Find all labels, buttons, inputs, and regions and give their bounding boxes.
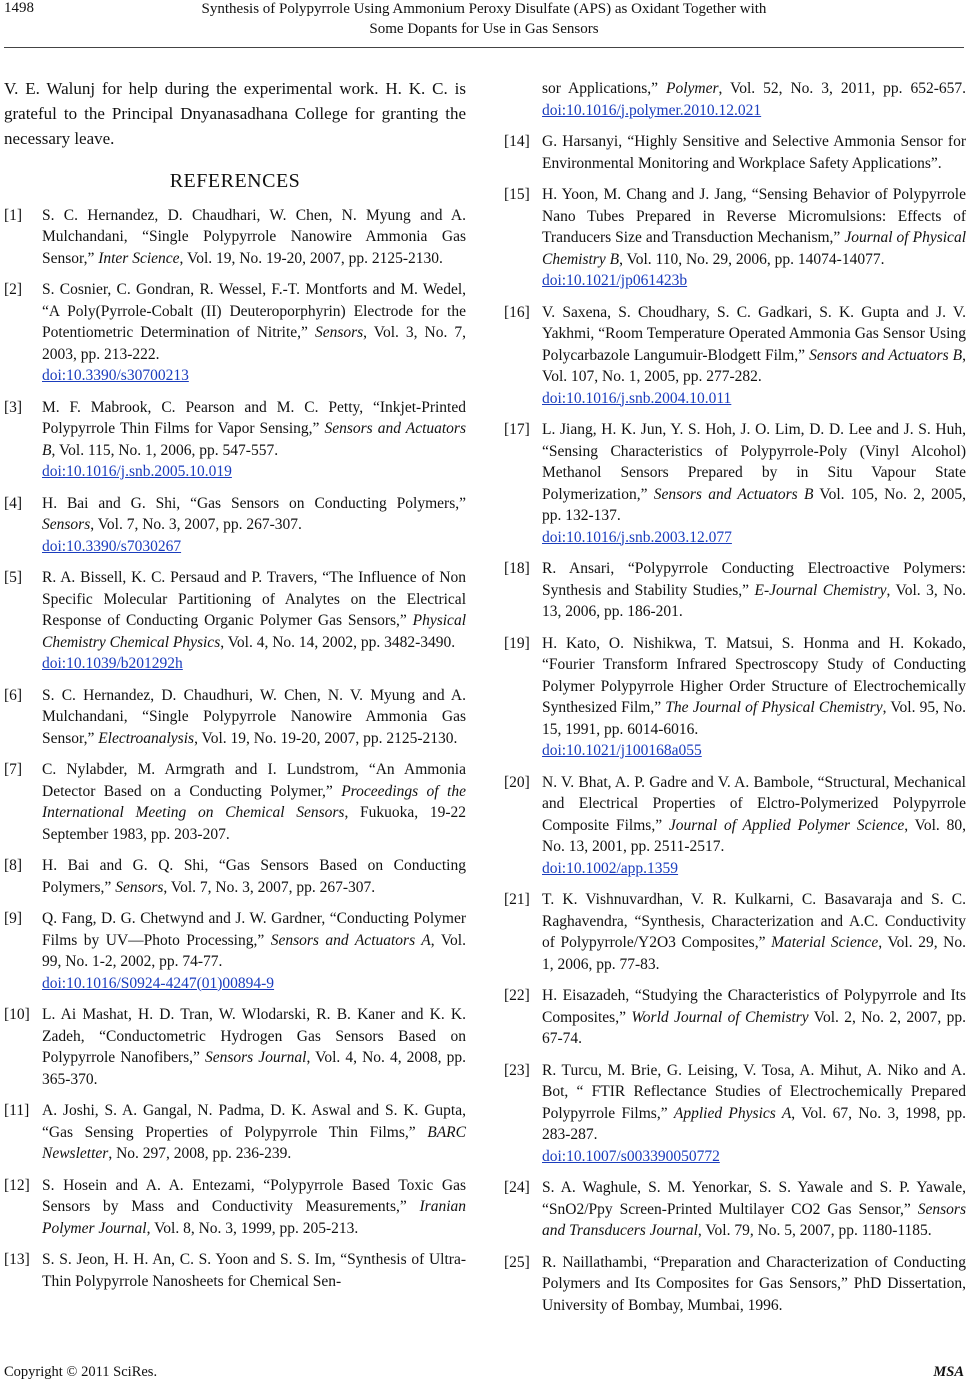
reference-source: Sensors xyxy=(42,516,91,533)
reference-source: Sensors xyxy=(314,324,364,341)
reference-text: Q. Fang, D. G. Chetwynd and J. W. Gardner, “Conducting Polymer Films by UV—Photo Processing,” xyxy=(42,910,466,949)
reference-text: H. Eisazadeh, “Studying the Characteristics of Polypyrrole and Its Composites,” xyxy=(542,987,966,1026)
reference-number: [16] xyxy=(504,303,530,321)
reference-source: Sensors and Actuators B xyxy=(809,346,963,364)
reference-body xyxy=(542,1060,966,1168)
reference-source: Iranian Polymer Journal xyxy=(42,1198,466,1237)
journal-abbrev: MSA xyxy=(933,1364,964,1380)
reference-details: , Vol. 7, No. 3, 2007, pp. 267-307. xyxy=(90,516,302,533)
reference-body xyxy=(542,184,966,292)
reference-text: S. Hosein and A. A. Entezami, “Polypyrrole Based Toxic Gas Sensors by Mass and Conductivity Measurements,” xyxy=(42,1176,466,1215)
doi-link[interactable]: doi:10.1007/s003390050772 xyxy=(542,1147,720,1165)
reference-source: Sensors Journal xyxy=(204,1049,307,1066)
reference-source: Polymer xyxy=(665,80,719,97)
doi-link[interactable]: doi:10.1016/j.snb.2005.10.019 xyxy=(42,463,232,480)
doi-link[interactable]: doi:10.1016/S0924-4247(01)00894-9 xyxy=(42,974,275,992)
reference-item xyxy=(4,1004,466,1090)
reference-text: N. V. Bhat, A. P. Gadre and V. A. Bambole, “Structural, Mechanical and Electrical Properties of Elctro-Polymerized Polypyrrole Composite Films,” xyxy=(542,773,966,834)
reference-continuation xyxy=(504,78,966,121)
reference-body xyxy=(42,493,466,558)
reference-item xyxy=(504,889,966,975)
reference-item xyxy=(4,1249,466,1292)
reference-item xyxy=(4,759,466,845)
reference-body xyxy=(42,279,466,387)
reference-text: R. Turcu, M. Brie, G. Leising, V. Tosa, A. Mihut, A. Niko and A. Bot, “ FTIR Reflectance Studies of Electrochemically Prepared Polypyrrole Films,” xyxy=(542,1061,966,1122)
reference-text: G. Harsanyi, “Highly Sensitive and Selective Ammonia Sensor for Environmental Monitoring and Workplace Safety Applications”. xyxy=(542,133,966,172)
reference-body xyxy=(42,759,466,845)
right-column xyxy=(504,78,966,1326)
reference-item xyxy=(504,302,966,410)
reference-body xyxy=(542,131,966,174)
reference-details: , Fukuoka, 19-22 September 1983, pp. 203-207. xyxy=(42,804,466,843)
reference-item xyxy=(504,419,966,548)
reference-text: S. A. Waghule, S. M. Yenorkar, S. S. Yawale and S. P. Yawale, “SnO2/Ppy Screen-Printed Multilayer CO2 Gas Sensor,” xyxy=(542,1179,966,1218)
reference-item xyxy=(504,1252,966,1317)
reference-text: M. F. Mabrook, C. Pearson and M. C. Petty, “Inkjet-Printed Polypyrrole Thin Films for Vapor Sensing,” xyxy=(42,398,466,437)
reference-body xyxy=(42,908,466,994)
reference-text: S. S. Jeon, H. H. An, C. S. Yoon and S. S. Im, “Synthesis of Ultra-Thin Polypyrrole Nanosheets for Chemical Sen- xyxy=(42,1251,466,1290)
reference-item xyxy=(4,855,466,898)
doi-link[interactable]: doi:10.1016/j.snb.2003.12.077 xyxy=(542,528,732,546)
reference-body xyxy=(42,1004,466,1090)
reference-source: Physical Chemistry Chemical Physics xyxy=(42,612,466,651)
reference-item xyxy=(4,567,466,675)
reference-item xyxy=(4,279,466,387)
reference-details: , Vol. 8, No. 3, 1999, pp. 205-213. xyxy=(146,1219,359,1237)
reference-body xyxy=(42,567,466,675)
reference-details: , Vol. 52, No. 3, 2011, pp. 652-657. xyxy=(718,80,966,97)
reference-number: [3] xyxy=(4,398,23,416)
doi-link[interactable]: doi:10.1016/j.polymer.2010.12.021 xyxy=(542,101,762,119)
reference-list-right xyxy=(504,131,966,1316)
reference-details: , Vol. 7, No. 3, 2007, pp. 267-307. xyxy=(163,878,376,896)
reference-item xyxy=(4,685,466,750)
acknowledgement-text: V. E. Walunj for help during the experimental work. H. K. C. is grateful to the Principal Dnyanasadhana College for granting the necessary leave. xyxy=(4,79,466,148)
reference-text: T. K. Vishnuvardhan, V. R. Kulkarni, C. Basavaraja and S. C. Raghavendra, “Synthesis, Characterization and A.C. Conductivity of Polypyrrole/Y2O3 Composites,” xyxy=(542,891,966,951)
reference-body xyxy=(542,633,966,762)
doi-link[interactable]: doi:10.1002/app.1359 xyxy=(542,859,679,877)
reference-body xyxy=(542,985,966,1050)
reference-body xyxy=(42,397,466,483)
reference-source: Sensors and Actuators A xyxy=(270,931,431,949)
reference-number: [10] xyxy=(4,1006,30,1023)
reference-body xyxy=(42,855,466,898)
reference-body xyxy=(42,685,466,750)
reference-number: [18] xyxy=(504,560,530,577)
left-column xyxy=(4,76,466,1302)
reference-number: [24] xyxy=(504,1179,530,1196)
reference-details: , Vol. 29, No. 1, 2006, pp. 77-83. xyxy=(542,934,967,973)
reference-details: , Vol. 4, No. 14, 2002, pp. 3482-3490. xyxy=(220,633,456,651)
reference-source: Sensors and Actuators B xyxy=(42,420,466,459)
running-title-line-2: Some Dopants for Use in Gas Sensors xyxy=(369,21,599,37)
doi-link[interactable]: doi:10.1016/j.snb.2004.10.011 xyxy=(542,389,732,407)
reference-item xyxy=(4,908,466,994)
reference-source: Material Science xyxy=(771,934,879,951)
doi-link[interactable]: doi:10.1021/j100168a055 xyxy=(542,742,702,759)
reference-source: Journal of Physical Chemistry B xyxy=(542,229,966,268)
reference-text: S. Cosnier, C. Gondran, R. Wessel, F.-T. Montforts and M. Wedel, “A Poly(Pyrrole-Cobalt (II) Deuteroporphyrin) Electrode for the Potentiometric Determination of Nitrite,” xyxy=(42,281,466,341)
reference-body xyxy=(542,558,966,623)
reference-source: E-Journal Chemistry xyxy=(754,581,887,599)
reference-text: H. Kato, O. Nishikwa, T. Matsui, S. Honma and H. Kokado, “Fourier Transform Infrared Spectroscopy Study of Conducting Polymer Polypyrrole Higher Order Structure of Electrochemically Synthesized Film,” xyxy=(542,634,966,716)
reference-number: [6] xyxy=(4,686,23,704)
reference-text: A. Joshi, S. A. Gangal, N. Padma, D. K. Aswal and S. K. Gupta, “Gas Sensing Properties of Polypyrrole Thin Films,” xyxy=(42,1102,466,1141)
reference-body xyxy=(542,889,966,975)
reference-details: Vol. 105, No. 2, 2005, pp. 132-137. xyxy=(542,485,966,524)
reference-text: C. Nylabder, M. Armgrath and I. Lundstrom, “An Ammonia Detector Based on a Conducting Polymer,” xyxy=(42,761,466,800)
reference-text: sor Applications,” xyxy=(542,80,666,97)
reference-number: [1] xyxy=(4,206,23,224)
reference-source: Electroanalysis xyxy=(98,729,195,747)
reference-body xyxy=(542,419,966,548)
copyright-text: Copyright © 2011 SciRes. xyxy=(4,1364,158,1380)
reference-number: [21] xyxy=(504,891,530,908)
reference-body xyxy=(542,772,966,880)
running-title-line-1: Synthesis of Polypyrrole Using Ammonium Peroxy Disulfate (APS) as Oxidant Together with xyxy=(201,1,767,17)
reference-source: Applied Physics A xyxy=(673,1104,792,1122)
reference-body xyxy=(542,1252,966,1317)
reference-item xyxy=(4,1100,466,1165)
reference-text: H. Yoon, M. Chang and J. Jang, “Sensing Behavior of Polypyrrole Nano Tubes Prepared in Reverse Micromulsions: Effects of Tranducers Size and Transduction Mechanism,” xyxy=(542,186,966,246)
reference-body xyxy=(542,302,966,410)
reference-body xyxy=(42,1175,466,1240)
reference-text: L. Jiang, H. K. Jun, Y. S. Hoh, J. O. Lim, D. D. Lee and J. S. Huh, “Sensing Characteristics of Polypyrrole-Poly (Vinyl Alcohol) Methanol Sensors Prepared by in Situ Vapour State Polymerization,” xyxy=(542,421,966,503)
reference-item xyxy=(504,1060,966,1168)
reference-number: [8] xyxy=(4,857,23,874)
doi-link[interactable]: doi:10.3390/s30700213 xyxy=(42,367,189,384)
reference-details: , Vol. 3, No. 7, 2003, pp. 213-222. xyxy=(42,324,466,363)
reference-source: World Journal of Chemistry xyxy=(631,1008,809,1026)
reference-details: , No. 297, 2008, pp. 236-239. xyxy=(108,1145,292,1162)
reference-number: [15] xyxy=(504,186,530,203)
reference-source: The Journal of Physical Chemistry xyxy=(665,699,883,716)
doi-link[interactable]: doi:10.1021/jp061423b xyxy=(542,272,688,289)
running-header xyxy=(0,0,968,46)
reference-details: , Vol. 67, No. 3, 1998, pp. 283-287. xyxy=(542,1104,966,1143)
reference-number: [4] xyxy=(4,494,23,512)
reference-number: [9] xyxy=(4,910,23,927)
reference-item xyxy=(504,633,966,762)
reference-number: [17] xyxy=(504,421,530,438)
reference-text: R. Naillathambi, “Preparation and Characterization of Conducting Polymers and Its Composites for Gas Sensors,” PhD Dissertation, University of Bombay, Mumbai, 1996. xyxy=(542,1253,966,1314)
reference-number: [2] xyxy=(4,281,23,298)
reference-source: Sensors xyxy=(115,878,164,896)
reference-source: Sensors and Transducers Journal xyxy=(542,1200,966,1239)
reference-item xyxy=(4,493,466,558)
reference-number: [5] xyxy=(4,569,23,586)
reference-details: , Vol. 115, No. 1, 2006, pp. 547-557. xyxy=(51,441,279,459)
reference-item xyxy=(4,205,466,270)
page-footer xyxy=(4,1364,964,1381)
reference-item xyxy=(4,1175,466,1240)
doi-link[interactable]: doi:10.3390/s7030267 xyxy=(42,537,182,555)
reference-body xyxy=(42,1100,466,1165)
reference-details: , Vol. 79, No. 5, 2007, pp. 1180-1185. xyxy=(697,1222,932,1239)
reference-source: BARC Newsletter xyxy=(42,1123,466,1162)
reference-details: , Vol. 4, No. 4, 2008, pp. 365-370. xyxy=(42,1049,466,1088)
reference-text: L. Ai Mashat, H. D. Tran, W. Wlodarski, R. B. Kaner and K. K. Zadeh, “Conductometric Hydrogen Gas Sensors Based on Polypyrrole Nanofibers,” xyxy=(42,1006,466,1066)
reference-details: , Vol. 3, No. 13, 2006, pp. 186-201. xyxy=(542,581,966,620)
reference-body xyxy=(42,205,466,270)
reference-item xyxy=(504,131,966,174)
reference-details: , Vol. 110, No. 29, 2006, pp. 14074-14077. xyxy=(619,250,885,268)
reference-source: Inter Science xyxy=(98,249,180,267)
reference-source: Proceedings of the International Meeting on Chemical Sensors xyxy=(42,782,466,821)
reference-details: , Vol. 95, No. 15, 1991, pp. 6014-6016. xyxy=(542,699,966,738)
reference-text: H. Bai and G. Q. Shi, “Gas Sensors Based on Conducting Polymers,” xyxy=(42,857,466,896)
reference-number: [14] xyxy=(504,133,530,150)
running-title xyxy=(0,0,968,39)
reference-number: [13] xyxy=(4,1251,30,1268)
reference-body xyxy=(542,1177,966,1242)
doi-link[interactable]: doi:10.1039/b201292h xyxy=(42,655,183,672)
reference-body xyxy=(42,1249,466,1292)
reference-text: R. Ansari, “Polypyrrole Conducting Electroactive Polymers: Synthesis and Stability Studies,” xyxy=(542,560,966,599)
reference-details: , Vol. 19, No. 19-20, 2007, pp. 2125-2130. xyxy=(179,249,443,267)
reference-details: , Vol. 80, No. 13, 2001, pp. 2511-2517. xyxy=(542,816,966,855)
reference-details: , Vol. 107, No. 1, 2005, pp. 277-282. xyxy=(542,346,966,385)
reference-text: V. Saxena, S. Choudhary, S. C. Gadkari, S. K. Gupta and J. V. Yakhmi, “Room Temperature Operated Ammonia Gas Sensor Using Polycarbazole Langumuir-Blodgett Film,” xyxy=(542,303,966,364)
reference-number: [25] xyxy=(504,1253,530,1271)
reference-item xyxy=(504,772,966,880)
reference-item xyxy=(504,558,966,623)
reference-item xyxy=(504,1177,966,1242)
reference-source: Sensors and Actuators B xyxy=(653,485,814,503)
reference-number: [7] xyxy=(4,761,23,778)
reference-item xyxy=(504,985,966,1050)
header-rule xyxy=(4,47,964,48)
reference-source: Journal of Applied Polymer Science xyxy=(668,816,905,834)
reference-details: , Vol. 99, No. 1-2, 2002, pp. 74-77. xyxy=(42,931,466,970)
reference-details: , Vol. 19, No. 19-20, 2007, pp. 2125-2130. xyxy=(194,729,458,747)
references-heading: REFERENCES xyxy=(169,170,301,192)
reference-text: S. C. Hernandez, D. Chaudhari, W. Chen, N. Myung and A. Mulchandani, “Single Polypyrrole Nanowire Ammonia Gas Sensor,” xyxy=(42,206,466,267)
reference-number: [20] xyxy=(504,773,530,791)
reference-number: [22] xyxy=(504,987,530,1004)
reference-number: [11] xyxy=(4,1102,30,1119)
reference-number: [12] xyxy=(4,1176,30,1194)
reference-text: H. Bai and G. Shi, “Gas Sensors on Conducting Polymers,” xyxy=(42,494,466,512)
reference-number: [19] xyxy=(504,634,530,652)
reference-list-left xyxy=(4,205,466,1293)
reference-text: S. C. Hernandez, D. Chaudhuri, W. Chen, N. V. Myung and A. Mulchandani, “Single Polypyrrole Nanowire Ammonia Gas Sensor,” xyxy=(42,686,466,747)
reference-details: Vol. 2, No. 2, 2007, pp. 67-74. xyxy=(542,1008,966,1047)
reference-item xyxy=(4,397,466,483)
reference-item xyxy=(504,184,966,292)
reference-number: [23] xyxy=(504,1061,530,1079)
page-number: 1498 xyxy=(4,0,34,16)
reference-text: R. A. Bissell, K. C. Persaud and P. Travers, “The Influence of Non Specific Molecular Partitioning of Analytes on the Electrical Response of Conducting Organic Polymer Gas Sensors,” xyxy=(42,569,466,629)
